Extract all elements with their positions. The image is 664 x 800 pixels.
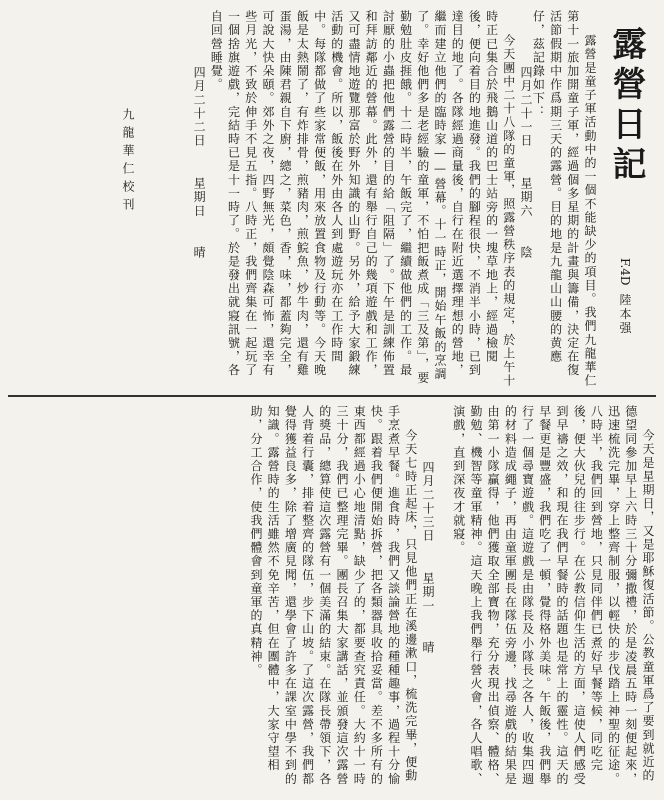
school-magazine-name: 九龍華仁校刊	[121, 108, 135, 216]
entry-april-23	[8, 405, 436, 793]
entry-date: 四月二十三日	[421, 461, 435, 543]
entry-date: 四月二十一日	[519, 66, 533, 148]
entry-date-line	[419, 405, 436, 793]
entry-weekday: 星期六	[519, 176, 533, 218]
intro-text: 露營是童子軍活動中的一個不能缺少的項目。我們九龍華仁第十一旅加開童子軍，經過個多星期的計畫與籌備，決定在復活節假期中作爲期三天的露營。目的地是九龍山山腰的黄應仔，茲記錄如下：	[531, 10, 597, 388]
entry-date-line	[517, 10, 534, 390]
entry-april-22	[441, 405, 656, 793]
section-divider	[8, 395, 656, 397]
entry-weekday: 星期一	[421, 571, 435, 613]
article-title: 露營日記	[606, 26, 646, 186]
entry-april-21	[192, 10, 534, 390]
entry-paragraph: 今天團中二十八隊的童軍，照露營秩序表的規定，於上午十時正已集合於飛鵝山道的巴士站旁的一塊草地上，經過檢閱後，便向着目的地進發。我們的腳程很快，不消半小時，已到達目的地了。各隊經過商量後，自行在附近選擇理想的營地，繼而建立他們的臨時家——營幕。十一時正，開始午飯的烹調了。幸好他們多是老經驗的童軍，不怕把飯煮成「三及第」，要勤勉肚皮捱餓。十二時半，午飯完了，繼續做他們的工作。最討厭的小蟲把他們露營的目的給「阻隔」了。下午是訓練佈置和拜訪鄰近的營幕。此外，還有舉行自己的幾項遊戲和工作，又可盡情地遊覽那富於野外知識的山野。另外，給予大家鍛練活動的機會。所以，飯後在外由各人到處遊玩亦在工作時間中。每隊都做了些家常便飯，用來放置食物及行動等。今天晚飯是太熱鬧了，有炸排骨，煎豬肉，煎鯇魚，炒牛肉，還有雞蛋湯，由陳君親自下廚，總之，菜色，香，味，都蓋夠完全，可說大快朵頤。郊外之夜，四野無光，頗覺陰森可怖，還幸有些月光，不致於伸手不見五指。八時正，我們齊集在一起玩了一個捨旗遊戲，完結時已是十一時了。於是發出就寢訊號，各自回營睡覺。	[209, 10, 516, 388]
entry-weekday: 星期日	[192, 176, 207, 218]
entry-weather: 晴	[192, 246, 207, 260]
entry-date: 四月二十二日	[192, 66, 207, 148]
entry-date-line	[190, 10, 207, 390]
entry-paragraph: 今天是星期日，又是耶穌復活節。公教童軍爲了要到就近的德望同參加早上六時三十分彌撒禮，於是凌晨五時一刻便起來，迅速梳洗完畢，穿上整齊制服，以輕快的步伐踏上神聖的征途。八時半，我們回到營地，只見同伴們已煮好早餐等候，同吃完後，便大伙兒的往步行。在公教信仰生活的方面，這使人們感受到早禱之效，和現在我們早餐時的話題也是常上的靈性。這天的早餐更是豐盛，我們吃了一頓，覺得格外美味。午飯後，我們舉行了一個尋寶遊戲。這遊戲是由隊長及小隊長之各人，收集四週的材料造成繩子，再由童軍團長在隊伍旁邊，找尋遊戲的結果是由第一小隊贏得，他們獲取全部寶物，充分表現出偵察、體格、勤勉、機智等童軍精神。這天晚上我們舉行營火會，各人唱歌、演戲，直到深夜才就寢。	[451, 405, 655, 786]
intro-paragraph	[531, 10, 598, 390]
byline	[617, 258, 634, 336]
class-code: F.4D	[618, 258, 632, 286]
author-name: 陸本强	[618, 293, 632, 336]
entry-weather: 晴	[421, 641, 435, 655]
entry-paragraph: 今天七時正起床，只見他們正在溪邊漱口，梳洗完畢，便動手烹煮早餐。進食時，我們又談論營地的種種趣事，過程十分愉快。跟着我們便開始拆營，把各類器具收拾妥當。差不多所有的東西都經過小心地清點，缺少了的，都要查究責任。大約十一時三十分，我們已整理完畢。團長召集大家講話，並頒發這次露營的獎品，總算使這次露營有一個美滿的結束。在隊長帶領下，各人背着行囊，排着整齊的隊伍，步下山坡。了這次露營，我們都覺得獲益良多，除了增廣見聞，還學會了許多在課室中學不到的知識。露營時的生活雖然不免辛苦，但在團體中，大家守望相助，分工合作，使我們體會到童軍的真精神。	[248, 405, 418, 786]
entry-weather: 陰	[519, 246, 533, 260]
